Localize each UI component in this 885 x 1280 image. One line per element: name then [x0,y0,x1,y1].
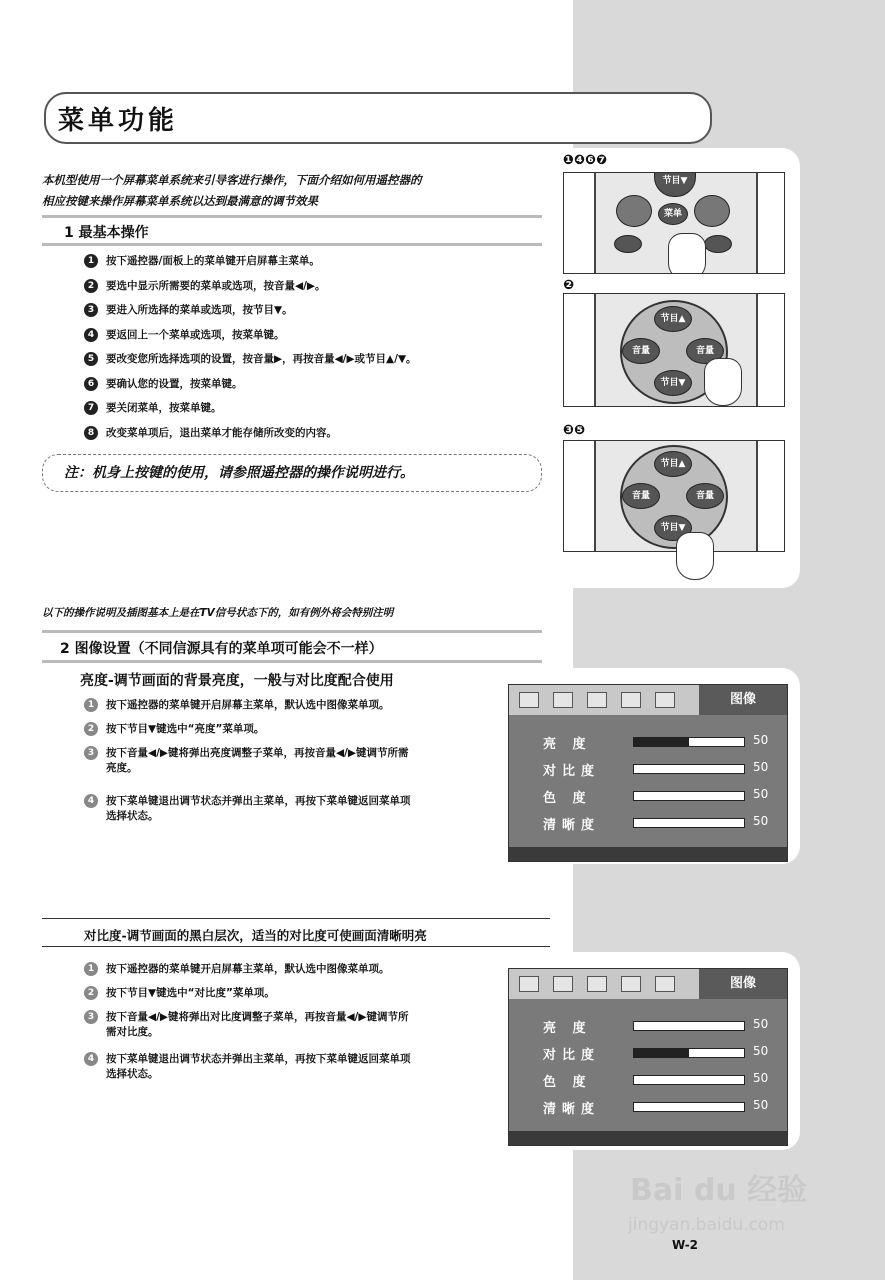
step-number: 2 [84,722,98,736]
step-number: 4 [84,1052,98,1066]
step-text: 要改变您所选择选项的设置，按音量▶，再按音量◀/▶或节目▲/▼。 [106,353,417,365]
menu-tab-picture: 图像 [699,685,787,715]
slider-fill [634,765,689,773]
step-number: 4 [84,328,98,342]
step-item [84,1052,411,1082]
menu-tab-icon [655,976,675,992]
menu-row-slider [633,764,745,774]
menu-row-slider [633,737,745,747]
vol-right-button: 音量 [686,483,724,509]
step-text: 要关闭菜单，按菜单键。 [106,402,222,414]
menu-footer [509,847,787,861]
section3-rule-bottom [42,946,550,947]
remote-image-2 [563,293,785,407]
step-number: 1 [84,962,98,976]
step-item [84,962,390,977]
menu-footer [509,1131,787,1145]
menu-tab-bar [509,969,787,999]
menu-row-value: 50 [753,1071,769,1085]
step-text: 按下节目▼键选中“亮度”菜单项。 [106,723,265,735]
prog-down-button: 节目▼ [654,370,692,396]
prog-up-button: 节目▲ [654,451,692,477]
step-number: 3 [84,1010,98,1024]
section2-rule-bottom [42,660,542,663]
menu-row-slider [633,1021,745,1031]
picture-menu-panel-2 [508,968,788,1146]
step-item [84,794,411,824]
step-text: 按下菜单键退出调节状态并弹出主菜单，再按下菜单键返回菜单项 [106,795,411,807]
menu-tab-icon [553,976,573,992]
hand-pointer-icon [668,233,706,274]
menu-row [509,785,787,807]
step-item [84,986,275,1001]
step-text: 按下音量◀/▶键将弹出亮度调整子菜单，再按音量◀/▶键调节所需 [106,747,409,759]
step-item [84,254,320,269]
menu-row-slider [633,1075,745,1085]
menu-tab-icon [587,692,607,708]
step-item [84,426,337,441]
step-item [84,352,417,367]
aux-button-2 [704,235,732,253]
step-text: 按下菜单键退出调节状态并弹出主菜单，再按下菜单键返回菜单项 [106,1053,411,1065]
menu-row [509,1069,787,1091]
section3-subtitle: 对比度-调节画面的黑白层次，适当的对比度可使画面清晰明亮 [84,928,427,943]
slider-fill [634,1076,689,1084]
slider-fill [634,1022,689,1030]
hand-pointer-icon [704,358,742,406]
note-text: 注：机身上按键的使用，请参照遥控器的操作说明进行。 [64,465,414,481]
step-item [84,746,408,776]
watermark-brand: Bai du 经验 [630,1173,808,1208]
vol-right-button [694,195,730,227]
step-text: 要确认您的设置，按菜单键。 [106,377,243,390]
step-number: 7 [84,401,98,415]
step-text: 选择状态。 [106,810,159,822]
intro-line-1: 本机型使用一个屏幕菜单系统来引导客进行操作，下面介绍如何用遥控器的 [42,173,422,187]
step-item [84,698,390,713]
menu-row-value: 50 [753,814,769,828]
menu-row [509,731,787,753]
step-text: 要选中显示所需要的菜单或选项，按音量◀/▶。 [106,279,326,292]
menu-row-value: 50 [753,1017,769,1031]
step-number: 2 [84,279,98,293]
menu-row-slider [633,1102,745,1112]
menu-tab-icon [621,976,641,992]
menu-row [509,812,787,834]
step-text: 按下遥控器的菜单键开启屏幕主菜单，默认选中图像菜单项。 [106,963,390,975]
menu-tab-picture: 图像 [699,969,787,999]
menu-row-label: 清晰度 [543,818,601,833]
step-text: 改变菜单项后，退出菜单才能存储所改变的内容。 [106,426,337,439]
aux-button-1 [614,235,642,253]
remote-label-2: ❷ [563,278,575,293]
step-item [84,1010,408,1040]
menu-button: 菜单 [658,203,688,225]
hand-pointer-icon [676,532,714,580]
menu-tab-icon [655,692,675,708]
step-number: 3 [84,303,98,317]
page-title: 菜单功能 [58,106,179,136]
menu-row-slider [633,1048,745,1058]
step-item [84,377,243,392]
step-text: 按下音量◀/▶键将弹出对比度调整子菜单，再按音量◀/▶键调节所 [106,1011,409,1023]
step-number: 1 [84,254,98,268]
step-item [84,303,293,318]
menu-row-label: 色 度 [543,1075,592,1090]
prog-down-button: 节目▼ [654,172,696,197]
menu-row-value: 50 [753,733,769,747]
section1-rule-top [42,215,542,218]
menu-row-label: 对比度 [543,764,601,779]
menu-row-value: 50 [753,787,769,801]
section2-title: 2 图像设置（不同信源具有的菜单项可能会不一样） [60,641,383,657]
menu-tab-icon [621,692,641,708]
step-number: 3 [84,746,98,760]
menu-tab-bar [509,685,787,715]
menu-row-slider [633,818,745,828]
step-text: 按下遥控器/面板上的菜单键开启屏幕主菜单。 [106,255,320,267]
prog-up-button: 节目▲ [654,306,692,332]
intro-text [42,170,552,212]
section1-title: 1 最基本操作 [64,225,149,241]
step-text: 亮度。 [106,762,138,774]
slider-fill [634,738,689,746]
remote-image-1 [563,172,785,274]
picture-menu-panel-1 [508,684,788,862]
step-item [84,722,264,737]
menu-row [509,758,787,780]
menu-row-value: 50 [753,1098,769,1112]
menu-row-value: 50 [753,760,769,774]
step-item [84,401,222,416]
prog-down-button: 节目▼ [654,515,692,541]
mid-note: 以下的操作说明及插图基本上是在TV信号状态下的，如有例外将会特别注明 [42,607,394,619]
menu-row [509,1015,787,1037]
vol-left-button: 音量 [622,483,660,509]
step-number: 1 [84,698,98,712]
slider-fill [634,1049,689,1057]
menu-row-label: 亮 度 [543,1021,592,1036]
menu-tab-icon [587,976,607,992]
menu-row [509,1096,787,1118]
step-text: 需对比度。 [106,1026,159,1038]
page-number: W-2 [672,1238,699,1252]
menu-row-label: 色 度 [543,791,592,806]
step-text: 按下遥控器的菜单键开启屏幕主菜单，默认选中图像菜单项。 [106,699,390,711]
menu-tab-icon [519,976,539,992]
step-text: 选择状态。 [106,1068,159,1080]
remote-label-1: ❶❹❻❼ [563,153,608,168]
step-text: 要返回上一个菜单或选项，按菜单键。 [106,328,285,341]
slider-fill [634,819,689,827]
intro-line-2: 相应按键来操作屏幕菜单系统以达到最满意的调节效果 [42,194,318,208]
remote-label-3: ❸❺ [563,423,586,438]
vol-left-button: 音量 [622,338,660,364]
section1-rule-bottom [42,243,542,246]
step-item [84,279,325,294]
step-number: 4 [84,794,98,808]
menu-tab-icon [519,692,539,708]
menu-row-slider [633,791,745,801]
vol-left-button [616,195,652,227]
menu-row-label: 亮 度 [543,737,592,752]
remote-image-3 [563,440,785,552]
step-number: 6 [84,377,98,391]
vol-right-button: 音量 [686,338,724,364]
step-text: 要进入所选择的菜单或选项，按节目▼。 [106,304,293,316]
watermark-url: jingyan.baidu.com [628,1215,785,1235]
menu-row [509,1042,787,1064]
step-number: 5 [84,352,98,366]
section2-rule-top [42,630,542,633]
menu-row-value: 50 [753,1044,769,1058]
menu-tab-icon [553,692,573,708]
menu-row-label: 清晰度 [543,1102,601,1117]
step-text: 按下节目▼键选中“对比度”菜单项。 [106,987,275,999]
slider-fill [634,1103,689,1111]
section2-subtitle: 亮度-调节画面的背景亮度，一般与对比度配合使用 [80,673,394,689]
section3-rule-top [42,918,550,919]
menu-row-label: 对比度 [543,1048,601,1063]
step-number: 2 [84,986,98,1000]
step-item [84,328,285,343]
step-number: 8 [84,426,98,440]
slider-fill [634,792,689,800]
